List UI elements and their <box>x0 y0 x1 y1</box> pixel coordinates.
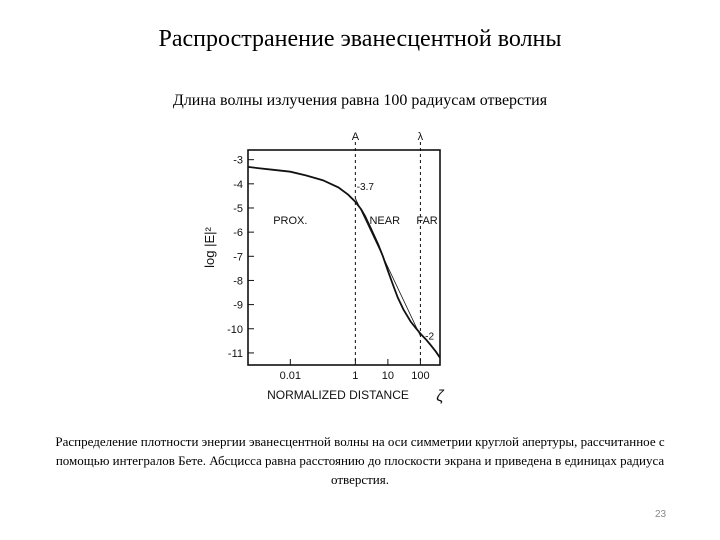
region-boundary-label: λ <box>417 131 424 143</box>
region-label: PROX. <box>273 215 308 228</box>
y-tick-label: -9 <box>233 299 243 312</box>
x-axis-label: NORMALIZED DISTANCE <box>267 388 409 402</box>
energy-density-chart <box>190 128 490 418</box>
x-tick-label: 100 <box>411 370 430 382</box>
x-tick-label: 0.01 <box>279 370 302 382</box>
y-tick-label: -11 <box>227 347 243 360</box>
data-curve <box>248 167 440 358</box>
page-number: 23 <box>655 509 667 520</box>
x-axis-symbol: ζ <box>436 388 444 405</box>
y-tick-label: -4 <box>233 178 243 191</box>
curve-annotation: -2 <box>425 331 435 343</box>
plot-frame <box>248 150 440 365</box>
y-tick-label: -7 <box>233 251 243 264</box>
slide-title: Распространение эванесцентной волны <box>158 26 562 52</box>
x-tick-label: 10 <box>381 370 395 382</box>
figure-caption: Распределение плотности энергии эванесцентной волны на оси симметрии круглой апертуры, рассчитанное с помощью интегралов Бете. Абсцисса равна расстоянию до плоскости экрана и приведена в единицах радиуса отверстия. <box>55 434 665 487</box>
y-tick-label: -5 <box>233 202 243 215</box>
y-tick-label: -3 <box>233 154 243 167</box>
x-tick-label: 1 <box>352 370 359 382</box>
region-label: NEAR <box>369 215 401 228</box>
y-tick-label: -8 <box>233 275 243 288</box>
y-tick-label: -6 <box>233 227 243 240</box>
region-boundary-label: A <box>351 131 360 143</box>
slide-subtitle: Длина волны излучения равна 100 радиусам отверстия <box>172 92 548 109</box>
region-label: FAR <box>416 215 438 228</box>
y-tick-label: -10 <box>227 323 243 336</box>
y-axis-label: log |E|² <box>202 227 217 268</box>
curve-annotation: -3.7 <box>356 181 374 193</box>
